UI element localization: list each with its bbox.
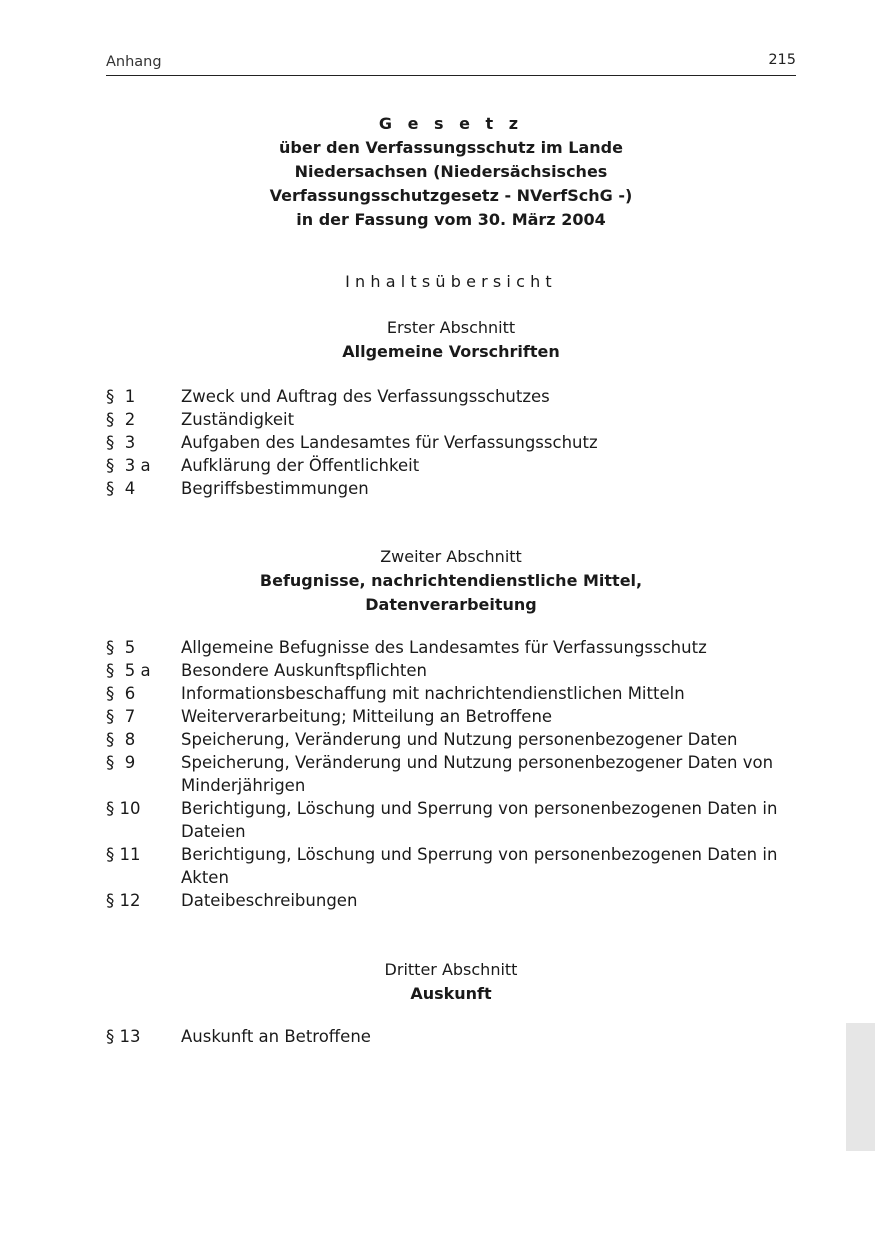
toc-entry <box>106 477 806 500</box>
section-label: Dritter Abschnitt <box>384 960 518 979</box>
paragraph-title: Aufklärung der Öffentlichkeit <box>181 456 420 475</box>
section-heading <box>106 958 796 1006</box>
section-title: Befugnisse, nachrichtendienstliche Mittel, <box>259 571 643 590</box>
page-header <box>106 50 796 76</box>
toc-entry <box>106 659 806 682</box>
paragraph-title: Besondere Auskunftspflichten <box>181 661 428 680</box>
section-heading <box>106 316 796 364</box>
toc-entry <box>106 408 806 431</box>
paragraph-title: Berichtigung, Löschung und Sperrung von personenbezogenen Daten in Dateien <box>181 799 778 841</box>
page-number: 215 <box>768 52 796 68</box>
title-line: Verfassungsschutzgesetz - NVerfSchG -) <box>269 186 633 205</box>
paragraph-number: § 5 a <box>106 661 151 680</box>
paragraph-number: § 9 <box>106 753 136 772</box>
paragraph-title: Dateibeschreibungen <box>181 891 358 910</box>
paragraph-title: Auskunft an Betroffene <box>181 1027 371 1046</box>
paragraph-title: Speicherung, Veränderung und Nutzung personenbezogener Daten <box>181 730 738 749</box>
toc-entry <box>106 385 806 408</box>
section-label: Erster Abschnitt <box>386 318 516 337</box>
paragraph-number: § 8 <box>106 730 136 749</box>
thumb-index-tab <box>846 1023 875 1151</box>
toc-entry <box>106 454 806 477</box>
paragraph-title: Begriffsbestimmungen <box>181 479 369 498</box>
paragraph-number: § 5 <box>106 638 136 657</box>
paragraph-number: § 4 <box>106 479 136 498</box>
toc-entry <box>106 1025 806 1048</box>
toc-entry <box>106 636 806 659</box>
section-heading <box>106 545 796 617</box>
paragraph-number: § 12 <box>106 891 141 910</box>
paragraph-number: § 13 <box>106 1027 141 1046</box>
paragraph-title: Zweck und Auftrag des Verfassungsschutzes <box>181 387 550 406</box>
paragraph-number: § 7 <box>106 707 136 726</box>
toc-entry <box>106 682 806 705</box>
section-title: Allgemeine Vorschriften <box>342 342 560 361</box>
paragraph-number: § 10 <box>106 799 141 818</box>
paragraph-number: § 2 <box>106 410 136 429</box>
title-line: Niedersachsen (Niedersächsisches <box>294 162 608 181</box>
toc-entry <box>106 751 806 797</box>
paragraph-title: Speicherung, Veränderung und Nutzung personenbezogener Daten von Minderjährigen <box>181 753 774 795</box>
toc-entry <box>106 705 806 728</box>
section-title: Auskunft <box>410 984 492 1003</box>
title-line: G e s e t z <box>378 114 524 133</box>
title-line: in der Fassung vom 30. März 2004 <box>296 210 606 229</box>
paragraph-number: § 3 <box>106 433 136 452</box>
toc-list <box>106 1025 806 1048</box>
paragraph-title: Allgemeine Befugnisse des Landesamtes für Verfassungsschutz <box>181 638 707 657</box>
section-title: Datenverarbeitung <box>365 595 537 614</box>
toc-entry <box>106 843 806 889</box>
paragraph-title: Weiterverarbeitung; Mitteilung an Betroffene <box>181 707 553 726</box>
paragraph-number: § 11 <box>106 845 141 864</box>
law-title <box>106 112 796 232</box>
paragraph-title: Aufgaben des Landesamtes für Verfassungsschutz <box>181 433 598 452</box>
paragraph-number: § 3 a <box>106 456 151 475</box>
toc-entry <box>106 889 806 912</box>
toc-entry <box>106 797 806 843</box>
toc-entry <box>106 728 806 751</box>
paragraph-number: § 6 <box>106 684 136 703</box>
toc-heading: Inhaltsübersicht <box>345 272 557 291</box>
section-label: Zweiter Abschnitt <box>380 547 522 566</box>
paragraph-title: Zuständigkeit <box>181 410 295 429</box>
paragraph-title: Informationsbeschaffung mit nachrichtendienstlichen Mitteln <box>181 684 685 703</box>
title-line: über den Verfassungsschutz im Lande <box>279 138 623 157</box>
paragraph-title: Berichtigung, Löschung und Sperrung von personenbezogenen Daten in Akten <box>181 845 778 887</box>
paragraph-number: § 1 <box>106 387 136 406</box>
toc-list <box>106 385 806 500</box>
running-head: Anhang <box>106 54 162 70</box>
toc-entry <box>106 431 806 454</box>
toc-list <box>106 636 806 912</box>
